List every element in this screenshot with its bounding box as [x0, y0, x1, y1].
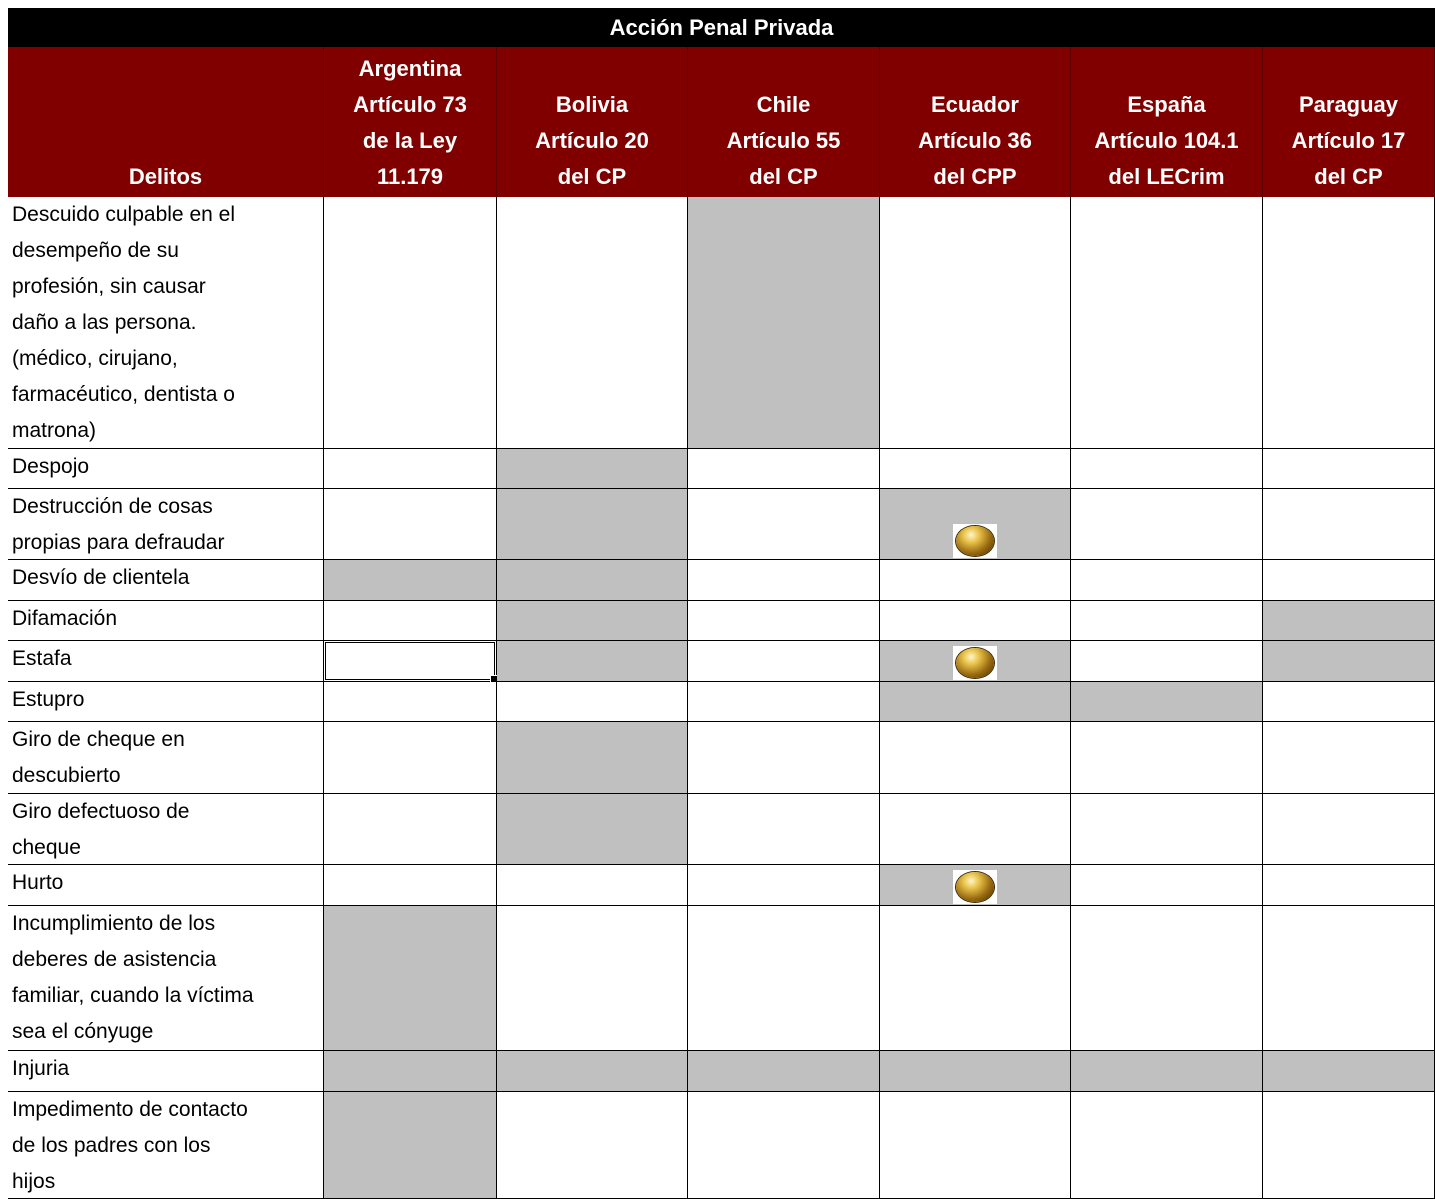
column-header-6[interactable]	[1263, 47, 1435, 197]
table-cell[interactable]	[880, 1092, 1071, 1199]
row-label-cell[interactable]: Giro defectuoso de cheque	[8, 794, 324, 865]
table-cell[interactable]	[1071, 682, 1263, 722]
table-cell[interactable]	[324, 449, 497, 489]
row-label-cell[interactable]: Desvío de clientela	[8, 560, 324, 601]
table-cell[interactable]	[324, 1051, 497, 1092]
row-label-cell[interactable]: Giro de cheque en descubierto	[8, 722, 324, 794]
table-cell[interactable]	[497, 601, 688, 641]
column-header-label: Paraguay Artículo 17 del CP	[1291, 92, 1406, 189]
table-cell[interactable]	[688, 794, 880, 865]
table-cell[interactable]	[880, 197, 1071, 449]
table-cell[interactable]	[688, 682, 880, 722]
table-cell[interactable]	[880, 489, 1071, 560]
column-header-label: Bolivia Artículo 20 del CP	[535, 92, 649, 189]
gold-coin-icon	[953, 646, 997, 680]
table-cell[interactable]	[688, 489, 880, 560]
table-cell[interactable]	[1263, 1092, 1435, 1199]
table-cell[interactable]	[688, 197, 880, 449]
row-label-cell[interactable]: Injuria	[8, 1051, 324, 1092]
table-cell[interactable]	[1071, 641, 1263, 682]
table-cell[interactable]	[880, 641, 1071, 682]
table-cell[interactable]	[497, 641, 688, 682]
table-cell[interactable]	[1071, 601, 1263, 641]
table-cell[interactable]	[1263, 449, 1435, 489]
column-header-2[interactable]	[497, 47, 688, 197]
selected-cell-outline[interactable]	[323, 640, 497, 682]
table-cell[interactable]	[1071, 906, 1263, 1051]
table-cell[interactable]	[1071, 794, 1263, 865]
sheet-title: Acción Penal Privada	[8, 8, 1435, 47]
column-header-1[interactable]	[324, 47, 497, 197]
table-cell[interactable]	[1263, 682, 1435, 722]
table-cell[interactable]	[688, 601, 880, 641]
table-cell[interactable]	[880, 601, 1071, 641]
column-header-4[interactable]	[880, 47, 1071, 197]
row-label-cell[interactable]: Destrucción de cosas propias para defraudar	[8, 489, 324, 560]
table-cell[interactable]	[497, 682, 688, 722]
table-cell[interactable]	[1263, 865, 1435, 906]
table-cell[interactable]	[1071, 560, 1263, 601]
column-header-3[interactable]	[688, 47, 880, 197]
gold-coin-icon	[953, 870, 997, 904]
table-cell[interactable]	[497, 197, 688, 449]
row-label-cell[interactable]: Impedimento de contacto de los padres con los hijos	[8, 1092, 324, 1199]
row-label-cell[interactable]: Hurto	[8, 865, 324, 906]
column-header-label: Chile Artículo 55 del CP	[726, 92, 841, 189]
gold-coin-icon	[953, 524, 997, 558]
table-cell[interactable]	[324, 722, 497, 794]
table-cell[interactable]	[688, 906, 880, 1051]
table-cell[interactable]	[497, 449, 688, 489]
table-cell[interactable]	[880, 906, 1071, 1051]
row-label-cell[interactable]: Descuido culpable en el desempeño de su profesión, sin causar daño a las persona. (médico, cirujano, farmacéutico, dentista o matrona)	[8, 197, 324, 449]
table-cell[interactable]	[324, 906, 497, 1051]
column-header-label: Argentina Artículo 73 de la Ley 11.179	[353, 56, 467, 189]
table-cell[interactable]	[1263, 794, 1435, 865]
table-cell[interactable]	[1071, 722, 1263, 794]
table-cell[interactable]	[324, 601, 497, 641]
table-cell[interactable]	[1071, 197, 1263, 449]
table-cell[interactable]	[497, 865, 688, 906]
table-cell[interactable]	[324, 794, 497, 865]
table-cell[interactable]	[1263, 489, 1435, 560]
table-cell[interactable]	[880, 794, 1071, 865]
table-cell[interactable]	[324, 1092, 497, 1199]
row-label-cell[interactable]: Despojo	[8, 449, 324, 489]
table-cell[interactable]	[880, 1051, 1071, 1092]
table-cell[interactable]	[1071, 449, 1263, 489]
table-cell[interactable]	[497, 1051, 688, 1092]
table-cell[interactable]	[497, 722, 688, 794]
table-cell[interactable]	[688, 449, 880, 489]
table-cell[interactable]	[497, 906, 688, 1051]
table-cell[interactable]	[688, 722, 880, 794]
table-cell[interactable]	[1263, 1051, 1435, 1092]
table-cell[interactable]	[497, 560, 688, 601]
table-cell[interactable]	[497, 1092, 688, 1199]
table-cell[interactable]	[1263, 641, 1435, 682]
table-cell[interactable]	[688, 1092, 880, 1199]
table-cell[interactable]	[1263, 197, 1435, 449]
column-header-label: Ecuador Artículo 36 del CPP	[918, 92, 1032, 189]
table-cell[interactable]	[324, 197, 497, 449]
table-cell[interactable]	[688, 1051, 880, 1092]
table-cell[interactable]	[497, 794, 688, 865]
table-cell[interactable]	[1263, 560, 1435, 601]
table-cell[interactable]	[1071, 1051, 1263, 1092]
row-label-cell[interactable]: Difamación	[8, 601, 324, 641]
row-label-cell[interactable]: Incumplimiento de los deberes de asistencia familiar, cuando la víctima sea el cónyuge	[8, 906, 324, 1051]
column-header-label: España Artículo 104.1 del LECrim	[1094, 92, 1239, 189]
row-label-cell[interactable]: Estupro	[8, 682, 324, 722]
spreadsheet	[8, 8, 1435, 1192]
table-cell[interactable]	[324, 682, 497, 722]
table-cell[interactable]	[880, 449, 1071, 489]
table-cell[interactable]	[880, 682, 1071, 722]
table-cell[interactable]	[688, 865, 880, 906]
row-label-cell[interactable]: Estafa	[8, 641, 324, 682]
column-header-delitos[interactable]	[8, 47, 324, 197]
column-header-5[interactable]	[1071, 47, 1263, 197]
table-cell[interactable]	[497, 489, 688, 560]
table-cell[interactable]	[880, 560, 1071, 601]
table-cell[interactable]	[880, 722, 1071, 794]
table-cell[interactable]	[1263, 722, 1435, 794]
table-cell[interactable]	[880, 865, 1071, 906]
table-cell[interactable]	[324, 560, 497, 601]
table-cell[interactable]	[688, 560, 880, 601]
table-cell[interactable]	[1071, 489, 1263, 560]
table-cell[interactable]	[688, 641, 880, 682]
table-cell[interactable]	[1071, 865, 1263, 906]
table-cell[interactable]	[324, 489, 497, 560]
table-cell[interactable]	[324, 865, 497, 906]
table-cell[interactable]	[1071, 1092, 1263, 1199]
column-header-label: Delitos	[128, 164, 203, 189]
table-cell[interactable]	[1263, 601, 1435, 641]
table-cell[interactable]	[1263, 906, 1435, 1051]
